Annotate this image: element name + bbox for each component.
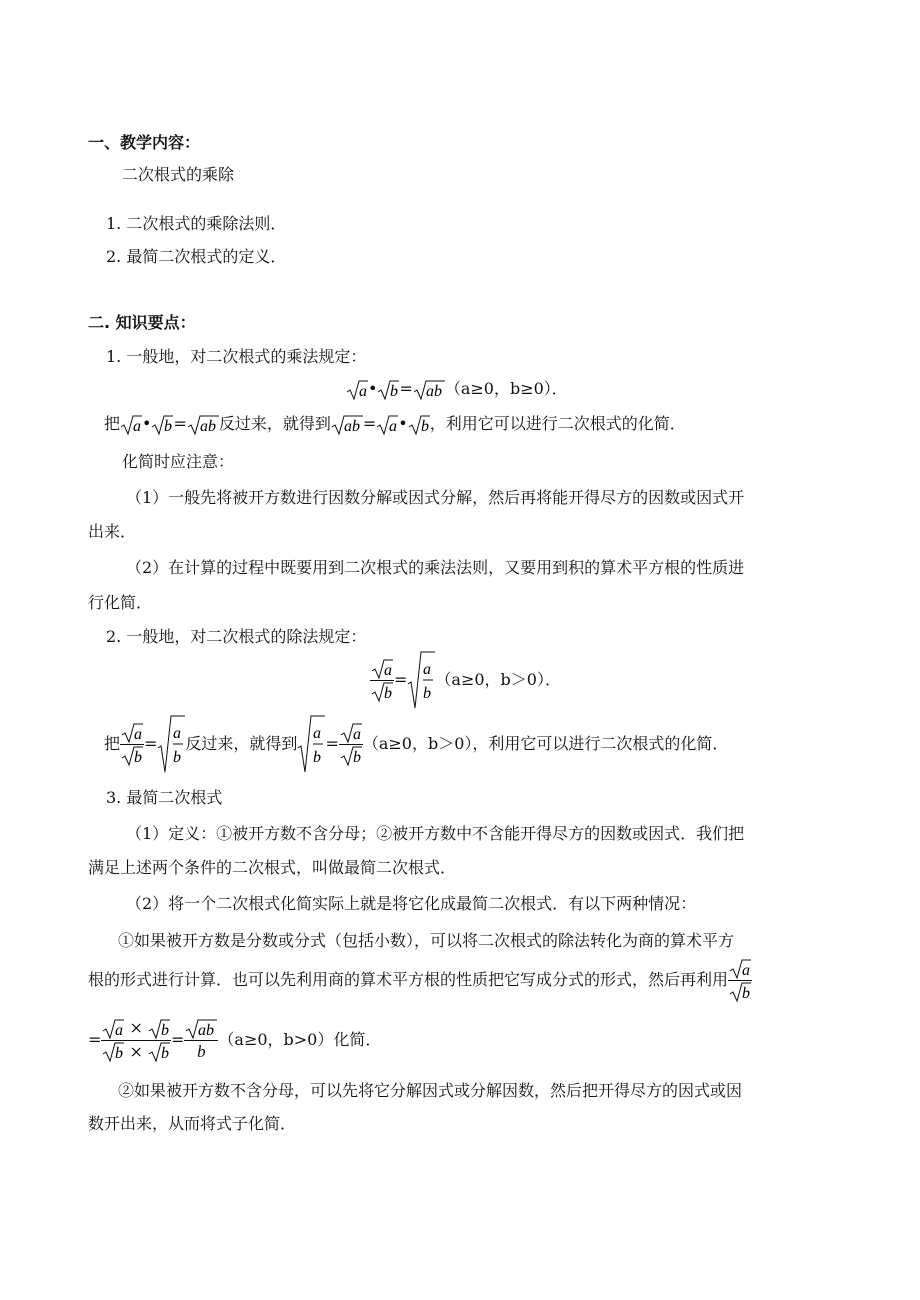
svg-text:b: b (173, 749, 182, 766)
formula-condition: （a≥0，b≥0）． (444, 379, 568, 398)
svg-text:a: a (742, 961, 751, 979)
sqrt-a-over-b (407, 650, 435, 710)
var-b: b (390, 382, 399, 400)
paragraph: 满足上述两个条件的二次根式，叫做最简二次根式． (88, 858, 457, 877)
svg-text:b: b (161, 1045, 169, 1062)
svg-text:a: a (423, 661, 432, 678)
svg-text:a: a (133, 417, 142, 435)
paragraph: ①如果被开方数是分数或分式（包括小数），可以将二次根式的除法转化为商的算术平方 (118, 931, 735, 950)
svg-text:a: a (384, 661, 392, 679)
formula-multiplication (346, 378, 568, 401)
dot-operator: • (368, 379, 378, 398)
svg-text:b: b (423, 685, 432, 702)
paragraph-reverse-div: 把 $\frac{a}{b}$ = a b 反过来，就得到 a b = $\frac{a}{b}$ （a≥0，b＞0），利用它可以进行二次根式的化简． (104, 714, 728, 774)
paragraph: 3. 最简二次根式 (106, 788, 223, 807)
svg-text:b: b (164, 417, 173, 435)
sqrt-ab (413, 379, 445, 401)
svg-text:b: b (161, 1021, 169, 1039)
paragraph: 根的形式进行计算．也可以先利用商的算术平方根的性质把它写成分式的形式，然后再利用 $\frac{a}{b}$ (88, 952, 752, 1008)
svg-text:b: b (313, 749, 322, 766)
paragraph: 化简时应注意： (122, 452, 235, 471)
paragraph: （2）在计算的过程中既要用到二次根式的乘法法则，又要用到积的算术平方根的性质进 (126, 558, 745, 577)
svg-text:b: b (384, 685, 392, 702)
svg-text:ab: ab (343, 417, 360, 435)
paragraph: 2. 一般地，对二次根式的除法规定： (106, 627, 367, 646)
svg-text:b: b (352, 749, 361, 766)
paragraph: 1. 一般地，对二次根式的乘法规定： (106, 347, 367, 366)
svg-text:ab: ab (198, 1021, 215, 1039)
paragraph: （2）将一个二次根式化简实际上就是将它化成最简二次根式．有以下两种情况： (126, 894, 697, 913)
svg-text:a: a (313, 725, 322, 742)
svg-text:b: b (134, 749, 143, 766)
formula-rationalize: = a × b b × b = $\frac{ab}{b}$ （a≥0，b>0）化简． (88, 1018, 382, 1062)
section-heading-1: 一、教学内容： (88, 133, 201, 152)
formula-division: $\frac{a}{b}$ = a b （a≥0，b＞0）． (370, 650, 561, 710)
svg-text:a: a (115, 1021, 124, 1039)
paragraph: （1）定义：①被开方数不含分母；②被开方数中不含能开得尽方的因数或因式．我们把 (126, 824, 745, 843)
svg-text:a: a (173, 725, 182, 742)
section-heading-2: 二. 知识要点： (88, 313, 196, 332)
svg-text:ab: ab (199, 417, 216, 435)
svg-text:b: b (115, 1045, 124, 1062)
paragraph: 数开出来，从而将式子化简． (88, 1114, 297, 1133)
equals: = (399, 379, 413, 398)
paragraph-reverse-mult: 把 a • b = ab 反过来，就得到 ab = a • b ，利用它可以进行二次根式的化简． (104, 414, 686, 435)
fraction-sqrt-a-over-sqrt-b (370, 657, 394, 703)
list-item: 2. 最简二次根式的定义． (106, 247, 287, 266)
paragraph: （1）一般先将被开方数进行因数分解或因式分解，然后再将能开得尽方的因数或因式开 (126, 488, 745, 507)
svg-text:b: b (742, 985, 751, 1002)
formula-condition: （a≥0，b＞0）． (435, 670, 561, 689)
sqrt-b (377, 379, 399, 401)
paragraph: 行化简． (88, 593, 153, 612)
topic-title: 二次根式的乘除 (122, 165, 235, 184)
svg-text:a: a (352, 725, 361, 743)
sqrt-a (346, 379, 368, 401)
svg-text:a: a (389, 417, 398, 435)
list-item: 1. 二次根式的乘除法则． (106, 214, 287, 233)
svg-text:a: a (134, 725, 143, 743)
svg-text:b: b (420, 417, 429, 435)
paragraph: ②如果被开方数不含分母，可以先将它分解因式或分解因数，然后把开得尽方的因式或因 (118, 1081, 743, 1100)
var-a: a (359, 382, 367, 400)
paragraph: 出来． (88, 522, 137, 541)
var-ab: ab (425, 382, 442, 400)
